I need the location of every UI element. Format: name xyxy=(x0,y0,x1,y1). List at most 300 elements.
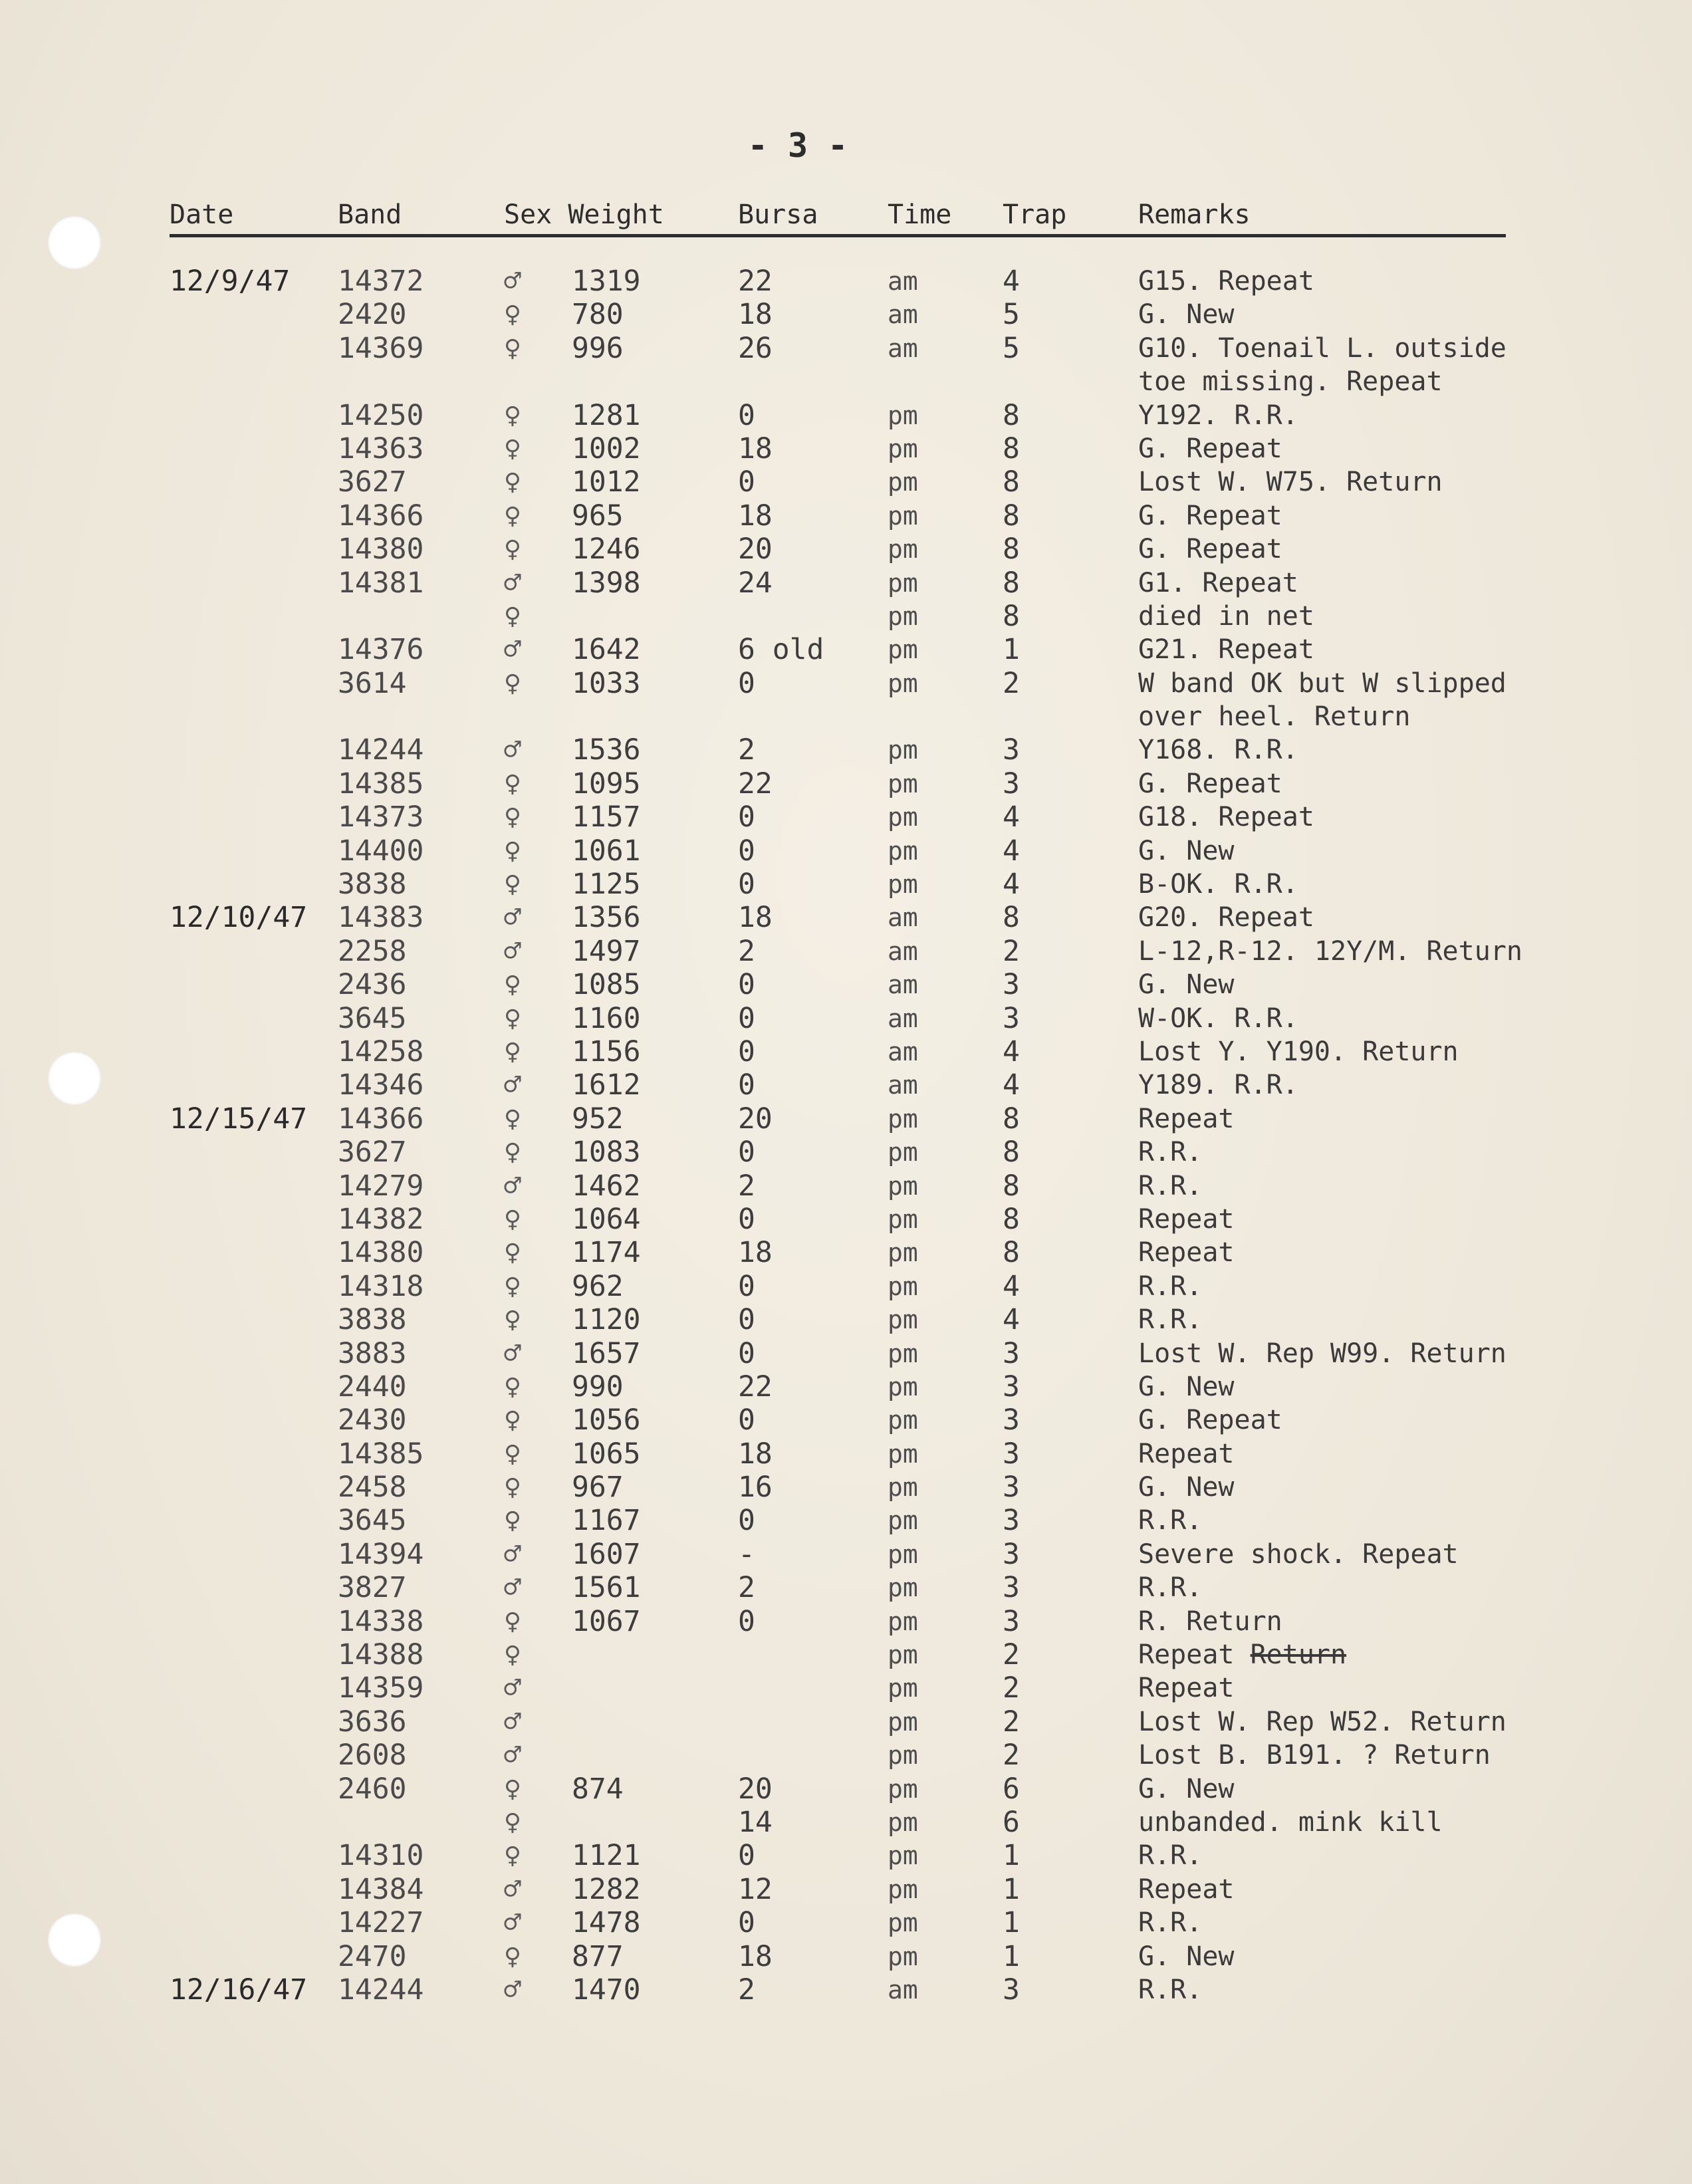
cell-sex: ♂ xyxy=(504,901,521,935)
cell-remarks: R.R. xyxy=(1138,1170,1203,1201)
cell-trap: 1 xyxy=(1003,1839,1020,1873)
cell-sex: ♀ xyxy=(504,1805,521,1839)
cell-time: pm xyxy=(888,1271,918,1301)
cell-weight: 1064 xyxy=(572,1202,641,1236)
cell-sex: ♀ xyxy=(504,465,521,499)
cell-remarks: R.R. xyxy=(1138,1907,1203,1939)
cell-trap: 3 xyxy=(1003,1973,1020,2006)
table-row xyxy=(0,834,1692,868)
cell-time: pm xyxy=(888,668,918,698)
cell-remarks: L-12,R-12. 12Y/M. Return xyxy=(1138,935,1522,967)
cell-bursa: 0 xyxy=(738,465,755,499)
cell-trap: 5 xyxy=(1003,298,1020,332)
cell-time: am xyxy=(888,267,918,296)
cell-band: 14385 xyxy=(338,767,424,800)
cell-bursa: 26 xyxy=(738,331,773,365)
cell-trap: 8 xyxy=(1003,499,1020,533)
cell-trap: 3 xyxy=(1003,1504,1020,1538)
cell-sex: ♂ xyxy=(504,1739,521,1772)
cell-weight: 1085 xyxy=(572,968,641,1002)
cell-time: am xyxy=(888,1036,918,1066)
cell-remarks: Lost W. Rep W52. Return xyxy=(1138,1706,1507,1737)
cell-date: 12/15/47 xyxy=(170,1102,308,1136)
cell-bursa: 2 xyxy=(738,1169,755,1203)
cell-remarks: G. New xyxy=(1138,1371,1235,1402)
cell-weight: 967 xyxy=(572,1471,624,1505)
cell-bursa: 18 xyxy=(738,431,773,465)
cell-weight: 1157 xyxy=(572,800,641,834)
cell-date: 12/10/47 xyxy=(170,901,308,935)
table-row xyxy=(0,800,1692,834)
cell-time: pm xyxy=(888,769,918,798)
cell-trap: 3 xyxy=(1003,1537,1020,1571)
cell-bursa: 12 xyxy=(738,1872,773,1906)
cell-trap: 2 xyxy=(1003,1671,1020,1705)
cell-bursa: 2 xyxy=(738,934,755,968)
cell-remarks: died in net xyxy=(1138,600,1314,632)
cell-sex: ♂ xyxy=(504,1973,521,2006)
record-table-body xyxy=(0,265,1692,2006)
cell-trap: 8 xyxy=(1003,1169,1020,1203)
cell-trap: 8 xyxy=(1003,1102,1020,1136)
cell-trap: 6 xyxy=(1003,1805,1020,1839)
cell-remarks: G15. Repeat xyxy=(1138,266,1314,297)
cell-weight: 1246 xyxy=(572,533,641,566)
cell-bursa: 18 xyxy=(738,1236,773,1270)
table-row xyxy=(0,1035,1692,1068)
cell-time: pm xyxy=(888,1439,918,1469)
cell-remarks: Repeat xyxy=(1138,1103,1235,1134)
cell-time: am xyxy=(888,970,918,1000)
cell-remarks: over heel. Return xyxy=(1138,701,1411,733)
cell-remarks: toe missing. Repeat xyxy=(1138,366,1443,398)
cell-trap: 3 xyxy=(1003,1471,1020,1505)
cell-remarks: G20. Repeat xyxy=(1138,902,1314,933)
cell-trap: 8 xyxy=(1003,1202,1020,1236)
cell-sex: ♀ xyxy=(504,1638,521,1672)
cell-bursa: 16 xyxy=(738,1471,773,1505)
cell-sex: ♀ xyxy=(504,1136,521,1169)
table-row xyxy=(0,1538,1692,1571)
cell-remarks: Repeat xyxy=(1138,1874,1235,1905)
cell-weight: 1642 xyxy=(572,633,641,667)
cell-trap: 8 xyxy=(1003,901,1020,935)
table-row xyxy=(0,1102,1692,1136)
cell-time: pm xyxy=(888,1673,918,1703)
cell-trap: 4 xyxy=(1003,800,1020,834)
cell-band: 14388 xyxy=(338,1638,424,1672)
cell-band: 3838 xyxy=(338,868,407,902)
cell-remarks: Lost B. B191. ? Return xyxy=(1138,1740,1491,1771)
cell-bursa: 0 xyxy=(738,1336,755,1370)
cell-remarks: G. New xyxy=(1138,1941,1235,1972)
table-row xyxy=(0,1739,1692,1772)
cell-remarks: Repeat xyxy=(1138,1438,1235,1469)
cell-bursa: 22 xyxy=(738,1370,773,1403)
cell-time: pm xyxy=(888,1741,918,1770)
cell-sex: ♂ xyxy=(504,733,521,767)
cell-remarks: R.R. xyxy=(1138,1974,1203,2005)
cell-weight: 1536 xyxy=(572,733,641,767)
cell-time: pm xyxy=(888,1941,918,1971)
table-row xyxy=(0,298,1692,331)
cell-time: pm xyxy=(888,400,918,430)
cell-time: pm xyxy=(888,635,918,665)
cell-trap: 3 xyxy=(1003,1403,1020,1437)
table-row xyxy=(0,1806,1692,1839)
cell-sex: ♂ xyxy=(504,1571,521,1605)
table-row xyxy=(0,1705,1692,1739)
cell-remarks: Y192. R.R. xyxy=(1138,400,1298,431)
cell-remarks: G. New xyxy=(1138,1773,1235,1804)
cell-remarks: Repeat xyxy=(1138,1673,1235,1704)
table-row xyxy=(0,1437,1692,1471)
cell-weight: 990 xyxy=(572,1370,624,1403)
cell-bursa: 20 xyxy=(738,1772,773,1806)
cell-remarks: R.R. xyxy=(1138,1840,1203,1872)
cell-bursa: 20 xyxy=(738,1102,773,1136)
cell-sex: ♀ xyxy=(504,533,521,566)
cell-bursa: 0 xyxy=(738,1839,755,1873)
cell-weight: 952 xyxy=(572,1102,624,1136)
cell-sex: ♀ xyxy=(504,1604,521,1638)
cell-time: am xyxy=(888,1003,918,1033)
cell-bursa: 18 xyxy=(738,298,773,332)
cell-weight: 1657 xyxy=(572,1336,641,1370)
cell-band: 14384 xyxy=(338,1872,424,1906)
cell-date: 12/16/47 xyxy=(170,1973,308,2006)
cell-sex: ♀ xyxy=(504,666,521,700)
cell-remarks-struck: Return xyxy=(1250,1639,1347,1671)
punch-hole xyxy=(48,216,101,269)
cell-time: pm xyxy=(888,501,918,531)
cell-weight: 1497 xyxy=(572,934,641,968)
table-row xyxy=(0,265,1692,298)
cell-time: pm xyxy=(888,568,918,598)
cell-sex: ♀ xyxy=(504,1772,521,1806)
cell-time: pm xyxy=(888,1305,918,1335)
cell-band: 2440 xyxy=(338,1370,407,1403)
cell-weight: 877 xyxy=(572,1939,624,1973)
table-row xyxy=(0,1169,1692,1203)
cell-trap: 8 xyxy=(1003,431,1020,465)
cell-remarks: R.R. xyxy=(1138,1572,1203,1604)
cell-sex: ♀ xyxy=(504,1403,521,1437)
cell-trap: 3 xyxy=(1003,1571,1020,1605)
cell-sex: ♀ xyxy=(504,767,521,800)
cell-time: pm xyxy=(888,1573,918,1603)
cell-band: 14346 xyxy=(338,1068,424,1102)
table-row xyxy=(0,1504,1692,1537)
cell-bursa: 22 xyxy=(738,265,773,298)
cell-weight: 1056 xyxy=(572,1403,641,1437)
cell-band: 14380 xyxy=(338,1236,424,1270)
cell-time: pm xyxy=(888,870,918,900)
cell-time: pm xyxy=(888,735,918,765)
cell-remarks: G. New xyxy=(1138,969,1235,1001)
cell-weight: 965 xyxy=(572,499,624,533)
table-row xyxy=(0,1002,1692,1035)
cell-bursa: 0 xyxy=(738,1303,755,1337)
cell-trap: 8 xyxy=(1003,398,1020,432)
cell-remarks-group xyxy=(1138,1638,1346,1671)
table-row xyxy=(0,700,1692,733)
cell-sex: ♀ xyxy=(504,968,521,1002)
cell-sex: ♂ xyxy=(504,1671,521,1705)
cell-sex: ♀ xyxy=(504,1001,521,1035)
cell-band: 14366 xyxy=(338,1102,424,1136)
cell-time: am xyxy=(888,903,918,933)
cell-time: pm xyxy=(888,1908,918,1938)
table-row xyxy=(0,432,1692,465)
cell-sex: ♀ xyxy=(504,1034,521,1068)
cell-sex: ♀ xyxy=(504,1437,521,1471)
cell-weight: 1281 xyxy=(572,398,641,432)
cell-trap: 3 xyxy=(1003,1604,1020,1638)
cell-trap: 3 xyxy=(1003,1001,1020,1035)
cell-bursa: 0 xyxy=(738,1906,755,1940)
cell-band: 14318 xyxy=(338,1269,424,1303)
header-date: Date xyxy=(170,199,234,230)
cell-weight: 1167 xyxy=(572,1504,641,1538)
cell-time: pm xyxy=(888,1707,918,1737)
cell-bursa: 0 xyxy=(738,834,755,868)
cell-time: am xyxy=(888,1975,918,2004)
cell-bursa: 0 xyxy=(738,666,755,700)
table-row xyxy=(0,1873,1692,1906)
cell-time: pm xyxy=(888,467,918,497)
cell-remarks: W-OK. R.R. xyxy=(1138,1003,1298,1034)
cell-time: pm xyxy=(888,802,918,832)
cell-trap: 2 xyxy=(1003,1739,1020,1772)
cell-remarks: Lost W. W75. Return xyxy=(1138,467,1443,498)
cell-band: 14376 xyxy=(338,633,424,667)
cell-trap: 4 xyxy=(1003,1068,1020,1102)
cell-trap: 4 xyxy=(1003,1303,1020,1337)
cell-weight: 1398 xyxy=(572,566,641,600)
table-row xyxy=(0,1772,1692,1806)
table-row xyxy=(0,1471,1692,1504)
cell-sex: ♂ xyxy=(504,1068,521,1102)
cell-trap: 4 xyxy=(1003,265,1020,298)
cell-remarks: G. New xyxy=(1138,835,1235,866)
cell-bursa: 18 xyxy=(738,1437,773,1471)
cell-remarks: W band OK but W slipped xyxy=(1138,667,1507,699)
table-row xyxy=(0,1403,1692,1437)
cell-time: pm xyxy=(888,1405,918,1435)
cell-band: 2460 xyxy=(338,1772,407,1806)
cell-trap: 2 xyxy=(1003,934,1020,968)
cell-weight: 962 xyxy=(572,1269,624,1303)
cell-band: 3627 xyxy=(338,1136,407,1169)
table-row xyxy=(0,1370,1692,1403)
cell-sex: ♀ xyxy=(504,431,521,465)
cell-sex: ♂ xyxy=(504,934,521,968)
cell-sex: ♀ xyxy=(504,1102,521,1136)
cell-trap: 3 xyxy=(1003,968,1020,1002)
cell-sex: ♂ xyxy=(504,265,521,298)
cell-time: pm xyxy=(888,1338,918,1368)
cell-time: pm xyxy=(888,433,918,463)
table-row xyxy=(0,1671,1692,1705)
cell-trap: 3 xyxy=(1003,1370,1020,1403)
table-row xyxy=(0,465,1692,499)
cell-remarks: G1. Repeat xyxy=(1138,567,1298,598)
cell-remarks: R.R. xyxy=(1138,1304,1203,1336)
cell-remarks: G. New xyxy=(1138,1472,1235,1503)
cell-band: 14400 xyxy=(338,834,424,868)
cell-bursa: 0 xyxy=(738,1504,755,1538)
cell-time: pm xyxy=(888,1874,918,1904)
cell-date: 12/9/47 xyxy=(170,265,291,298)
cell-weight: 874 xyxy=(572,1772,624,1806)
cell-remarks: Severe shock. Repeat xyxy=(1138,1538,1459,1570)
cell-remarks: Repeat xyxy=(1138,1237,1235,1269)
cell-band: 3883 xyxy=(338,1336,407,1370)
cell-trap: 3 xyxy=(1003,1437,1020,1471)
cell-trap: 8 xyxy=(1003,533,1020,566)
table-row xyxy=(0,332,1692,365)
cell-weight: 996 xyxy=(572,331,624,365)
cell-remarks: G. Repeat xyxy=(1138,1405,1282,1436)
cell-time: pm xyxy=(888,1640,918,1670)
cell-remarks: G18. Repeat xyxy=(1138,802,1314,833)
cell-remarks: R.R. xyxy=(1138,1505,1203,1536)
table-row xyxy=(0,566,1692,600)
cell-weight: 1067 xyxy=(572,1604,641,1638)
cell-sex: ♀ xyxy=(504,868,521,902)
cell-sex: ♀ xyxy=(504,1504,521,1538)
cell-weight: 1160 xyxy=(572,1001,641,1035)
cell-remarks: Repeat xyxy=(1138,1639,1235,1671)
cell-time: pm xyxy=(888,1774,918,1804)
cell-band: 3827 xyxy=(338,1571,407,1605)
header-sex-weight: Sex Weight xyxy=(504,199,664,230)
table-row xyxy=(0,1605,1692,1638)
cell-remarks: R.R. xyxy=(1138,1137,1203,1168)
cell-trap: 6 xyxy=(1003,1772,1020,1806)
table-row xyxy=(0,1236,1692,1269)
cell-trap: 3 xyxy=(1003,733,1020,767)
cell-time: am xyxy=(888,936,918,966)
cell-weight: 1607 xyxy=(572,1537,641,1571)
cell-bursa: 0 xyxy=(738,1136,755,1169)
cell-trap: 4 xyxy=(1003,868,1020,902)
cell-weight: 1012 xyxy=(572,465,641,499)
cell-bursa: 0 xyxy=(738,1068,755,1102)
table-row xyxy=(0,1136,1692,1169)
cell-remarks: G21. Repeat xyxy=(1138,634,1314,666)
cell-time: pm xyxy=(888,535,918,564)
cell-bursa: - xyxy=(738,1537,755,1571)
cell-sex: ♀ xyxy=(504,398,521,432)
cell-bursa: 0 xyxy=(738,1403,755,1437)
cell-weight: 1462 xyxy=(572,1169,641,1203)
cell-band: 3838 xyxy=(338,1303,407,1337)
cell-band: 14250 xyxy=(338,398,424,432)
cell-band: 2470 xyxy=(338,1939,407,1973)
cell-bursa: 18 xyxy=(738,499,773,533)
cell-sex: ♂ xyxy=(504,1537,521,1571)
cell-bursa: 0 xyxy=(738,1202,755,1236)
cell-weight: 1061 xyxy=(572,834,641,868)
cell-time: pm xyxy=(888,1204,918,1234)
table-row xyxy=(0,1068,1692,1102)
cell-bursa: 22 xyxy=(738,767,773,800)
cell-remarks: Y168. R.R. xyxy=(1138,735,1298,766)
cell-band: 2458 xyxy=(338,1471,407,1505)
cell-time: pm xyxy=(888,1473,918,1503)
cell-band: 3645 xyxy=(338,1001,407,1035)
cell-trap: 1 xyxy=(1003,1906,1020,1940)
cell-sex: ♀ xyxy=(504,800,521,834)
cell-bursa: 0 xyxy=(738,1604,755,1638)
cell-bursa: 20 xyxy=(738,533,773,566)
cell-bursa: 2 xyxy=(738,1973,755,2006)
cell-band: 2420 xyxy=(338,298,407,332)
cell-remarks: B-OK. R.R. xyxy=(1138,869,1298,900)
cell-weight: 1121 xyxy=(572,1839,641,1873)
cell-time: pm xyxy=(888,1606,918,1636)
cell-weight: 1156 xyxy=(572,1034,641,1068)
cell-trap: 2 xyxy=(1003,666,1020,700)
cell-sex: ♂ xyxy=(504,1906,521,1940)
cell-trap: 5 xyxy=(1003,331,1020,365)
cell-time: am xyxy=(888,1070,918,1100)
cell-bursa: 0 xyxy=(738,800,755,834)
cell-band: 3645 xyxy=(338,1504,407,1538)
cell-band: 2430 xyxy=(338,1403,407,1437)
table-row xyxy=(0,1638,1692,1671)
cell-remarks: Lost Y. Y190. Return xyxy=(1138,1036,1459,1067)
cell-weight: 1319 xyxy=(572,265,641,298)
cell-time: pm xyxy=(888,1372,918,1401)
table-row xyxy=(0,499,1692,533)
cell-time: pm xyxy=(888,1238,918,1268)
cell-time: pm xyxy=(888,1807,918,1837)
cell-bursa: 6 old xyxy=(738,633,824,667)
table-row xyxy=(0,1571,1692,1604)
cell-weight: 1470 xyxy=(572,1973,641,2006)
table-row xyxy=(0,399,1692,432)
cell-bursa: 0 xyxy=(738,968,755,1002)
cell-remarks: Lost W. Rep W99. Return xyxy=(1138,1338,1507,1369)
cell-sex: ♀ xyxy=(504,499,521,533)
cell-sex: ♀ xyxy=(504,834,521,868)
cell-remarks: G10. Toenail L. outside xyxy=(1138,332,1507,364)
cell-time: pm xyxy=(888,1104,918,1134)
page-number: - 3 - xyxy=(747,126,848,165)
cell-time: am xyxy=(888,300,918,330)
table-header xyxy=(170,199,1506,237)
cell-sex: ♂ xyxy=(504,1872,521,1906)
cell-sex: ♀ xyxy=(504,298,521,332)
cell-bursa: 2 xyxy=(738,1571,755,1605)
cell-band: 14244 xyxy=(338,733,424,767)
cell-weight: 780 xyxy=(572,298,624,332)
cell-sex: ♀ xyxy=(504,1236,521,1270)
cell-sex: ♀ xyxy=(504,1202,521,1236)
header-band: Band xyxy=(338,199,402,230)
cell-trap: 4 xyxy=(1003,1034,1020,1068)
cell-remarks: unbanded. mink kill xyxy=(1138,1806,1443,1838)
cell-weight: 1282 xyxy=(572,1872,641,1906)
cell-weight: 1065 xyxy=(572,1437,641,1471)
cell-band: 3627 xyxy=(338,465,407,499)
cell-trap: 8 xyxy=(1003,599,1020,633)
cell-time: pm xyxy=(888,1506,918,1536)
cell-band: 2258 xyxy=(338,934,407,968)
